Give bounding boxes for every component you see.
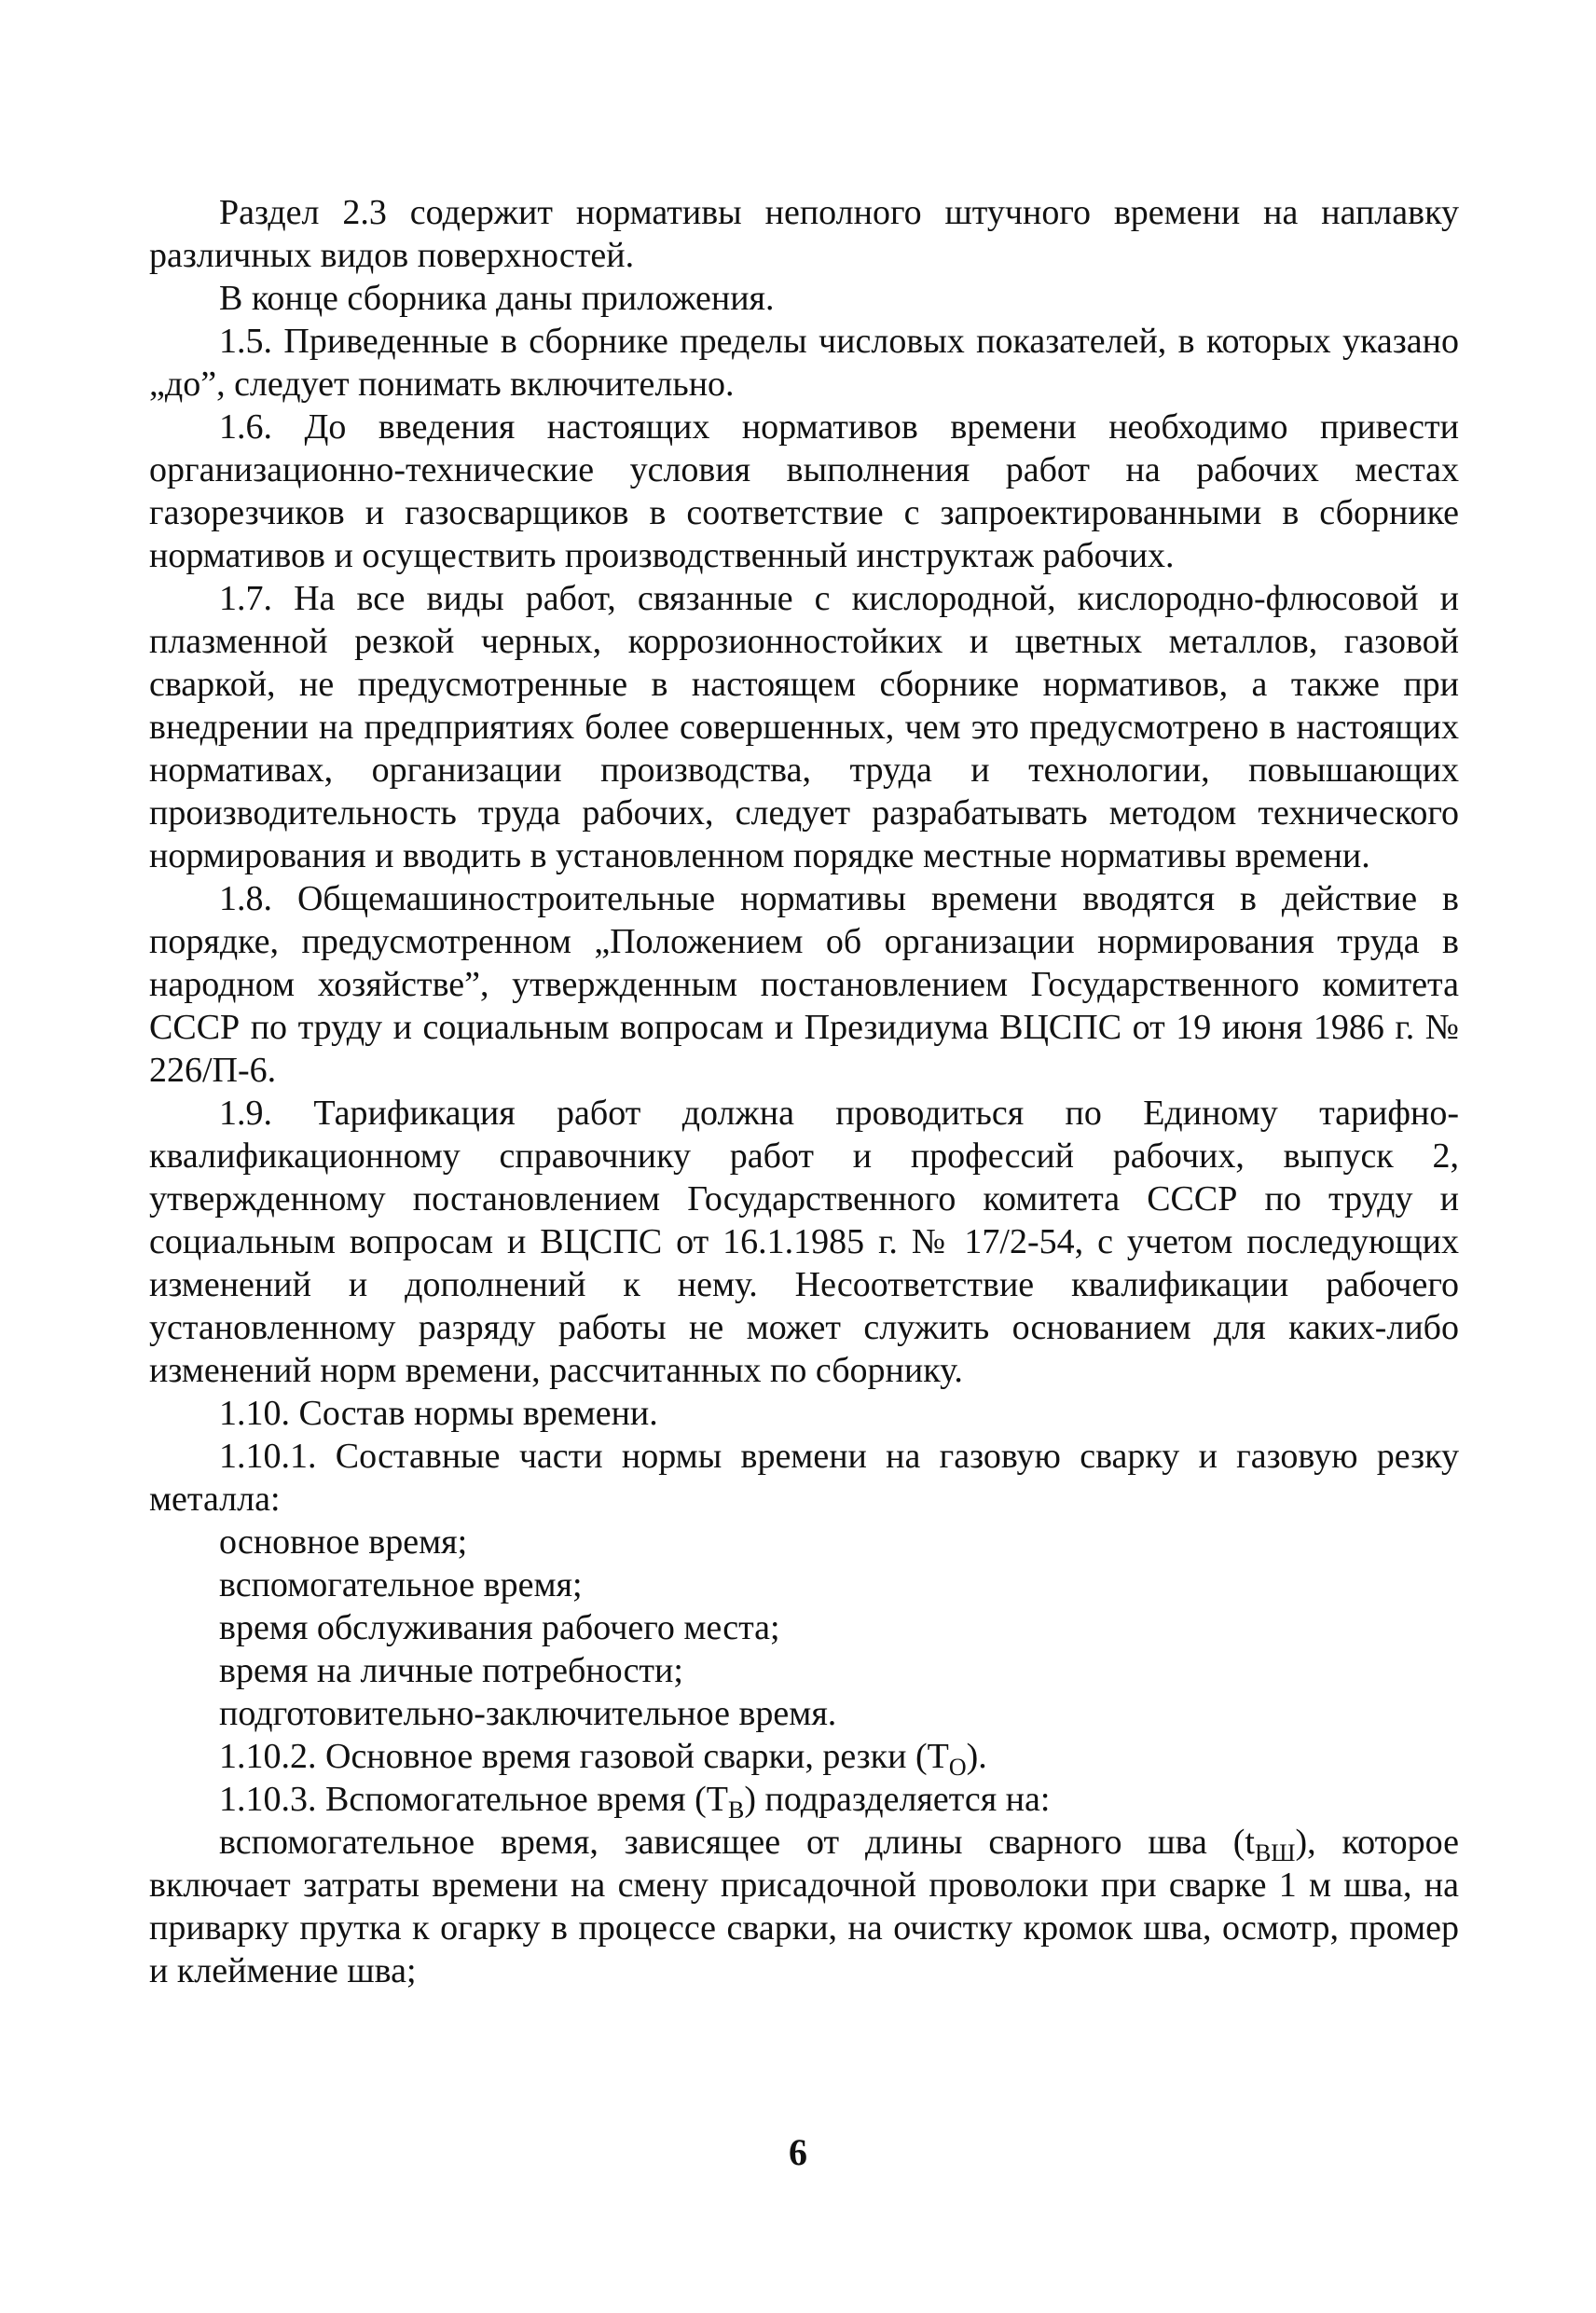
paragraph: 1.8. Общемашиностроительные нормативы времени вводятся в действие в порядке, предусмотренном „Положением об организации нормирования труда в народном хозяйстве”, утвержденным постановлением Государственного комитета СССР по труду и социальным вопросам и Президиума ВЦСПС от 19 июня 1986 г. № 226/П-6. — [149, 879, 1459, 1090]
paragraph-tail: ) подразделяется на: — [744, 1780, 1051, 1819]
list-item: подготовительно-заключительное время. — [219, 1694, 837, 1733]
page-number: 6 — [789, 2131, 807, 2173]
paragraph: 1.5. Приведенные в сборнике пределы числовых показателей, в которых указано „до”, следует понимать включительно. — [149, 322, 1459, 404]
paragraph-main-time — [149, 1735, 1459, 1781]
paragraph-tail: ). — [966, 1737, 987, 1776]
paragraph: 1.6. До введения настоящих нормативов времени необходимо привести организационно-технические условия выполнения работ на рабочих местах газорезчиков и газосварщиков в соответствие с запроектированными в сборнике нормативов и осуществить производственный инструктаж рабочих. — [149, 407, 1459, 575]
paragraph: 1.10.1. Составные части нормы времени на газовую сварку и газовую резку металла: — [149, 1437, 1459, 1519]
paragraph-aux-time — [149, 1778, 1459, 1824]
paragraph: 1.9. Тарификация работ должна проводиться по Единому тарифно-квалификационному справочнику работ и профессий рабочих, выпуск 2, утвержденному постановлением Государственного комитета СССР по труду и социальным вопросам и ВЦСПС от 16.1.1985 г. № 17/2-54, с учетом последующих изменений и дополнений к нему. Несоответствие квалификации рабочего установленному разряду работы не может служить основанием для каких-либо изменений норм времени, рассчитанных по сборнику. — [149, 1094, 1459, 1390]
subscript: О — [948, 1754, 967, 1781]
list-item: время на личные потребности; — [219, 1651, 683, 1690]
list-item: время обслуживания рабочего места; — [219, 1608, 780, 1647]
subscript: В — [727, 1797, 745, 1824]
paragraph-seam-time — [149, 1821, 1459, 1992]
paragraph-text: 1.10.2. Основное время газовой сварки, резки (T — [219, 1737, 949, 1776]
list-item: основное время; — [219, 1522, 468, 1562]
paragraph: 1.10. Состав нормы времени. — [219, 1394, 658, 1433]
paragraph-text: 1.10.3. Вспомогательное время (T — [219, 1780, 728, 1819]
subscript: ВШ — [1254, 1839, 1296, 1866]
paragraph-text: вспомогательное время, зависящее от длины сварного шва (t — [219, 1823, 1255, 1862]
paragraph-tail: ), которое включает затраты времени на смену присадочной проволоки при сварке 1 м шва, на приварку прутка к огарку в процессе сварки, на очистку кромок шва, осмотр, промер и клеймение шва; — [149, 1823, 1459, 1990]
document-body — [149, 191, 1459, 1992]
list-item: вспомогательное время; — [219, 1565, 583, 1604]
paragraph: Раздел 2.3 содержит нормативы неполного штучного времени на наплавку различных видов поверхностей. — [149, 193, 1459, 275]
paragraph: 1.7. На все виды работ, связанные с кислородной, кислородно-флюсовой и плазменной резкой черных, коррозионностойких и цветных металлов, газовой сваркой, не предусмотренные в настоящем сборнике нормативов, а также при внедрении на предприятиях более совершенных, чем это предусмотрено в настоящих нормативах, организации производства, труда и технологии, повышающих производительность труда рабочих, следует разрабатывать методом технического нормирования и вводить в установленном порядке местные нормативы времени. — [149, 579, 1459, 875]
paragraph: В конце сборника даны приложения. — [219, 279, 775, 318]
